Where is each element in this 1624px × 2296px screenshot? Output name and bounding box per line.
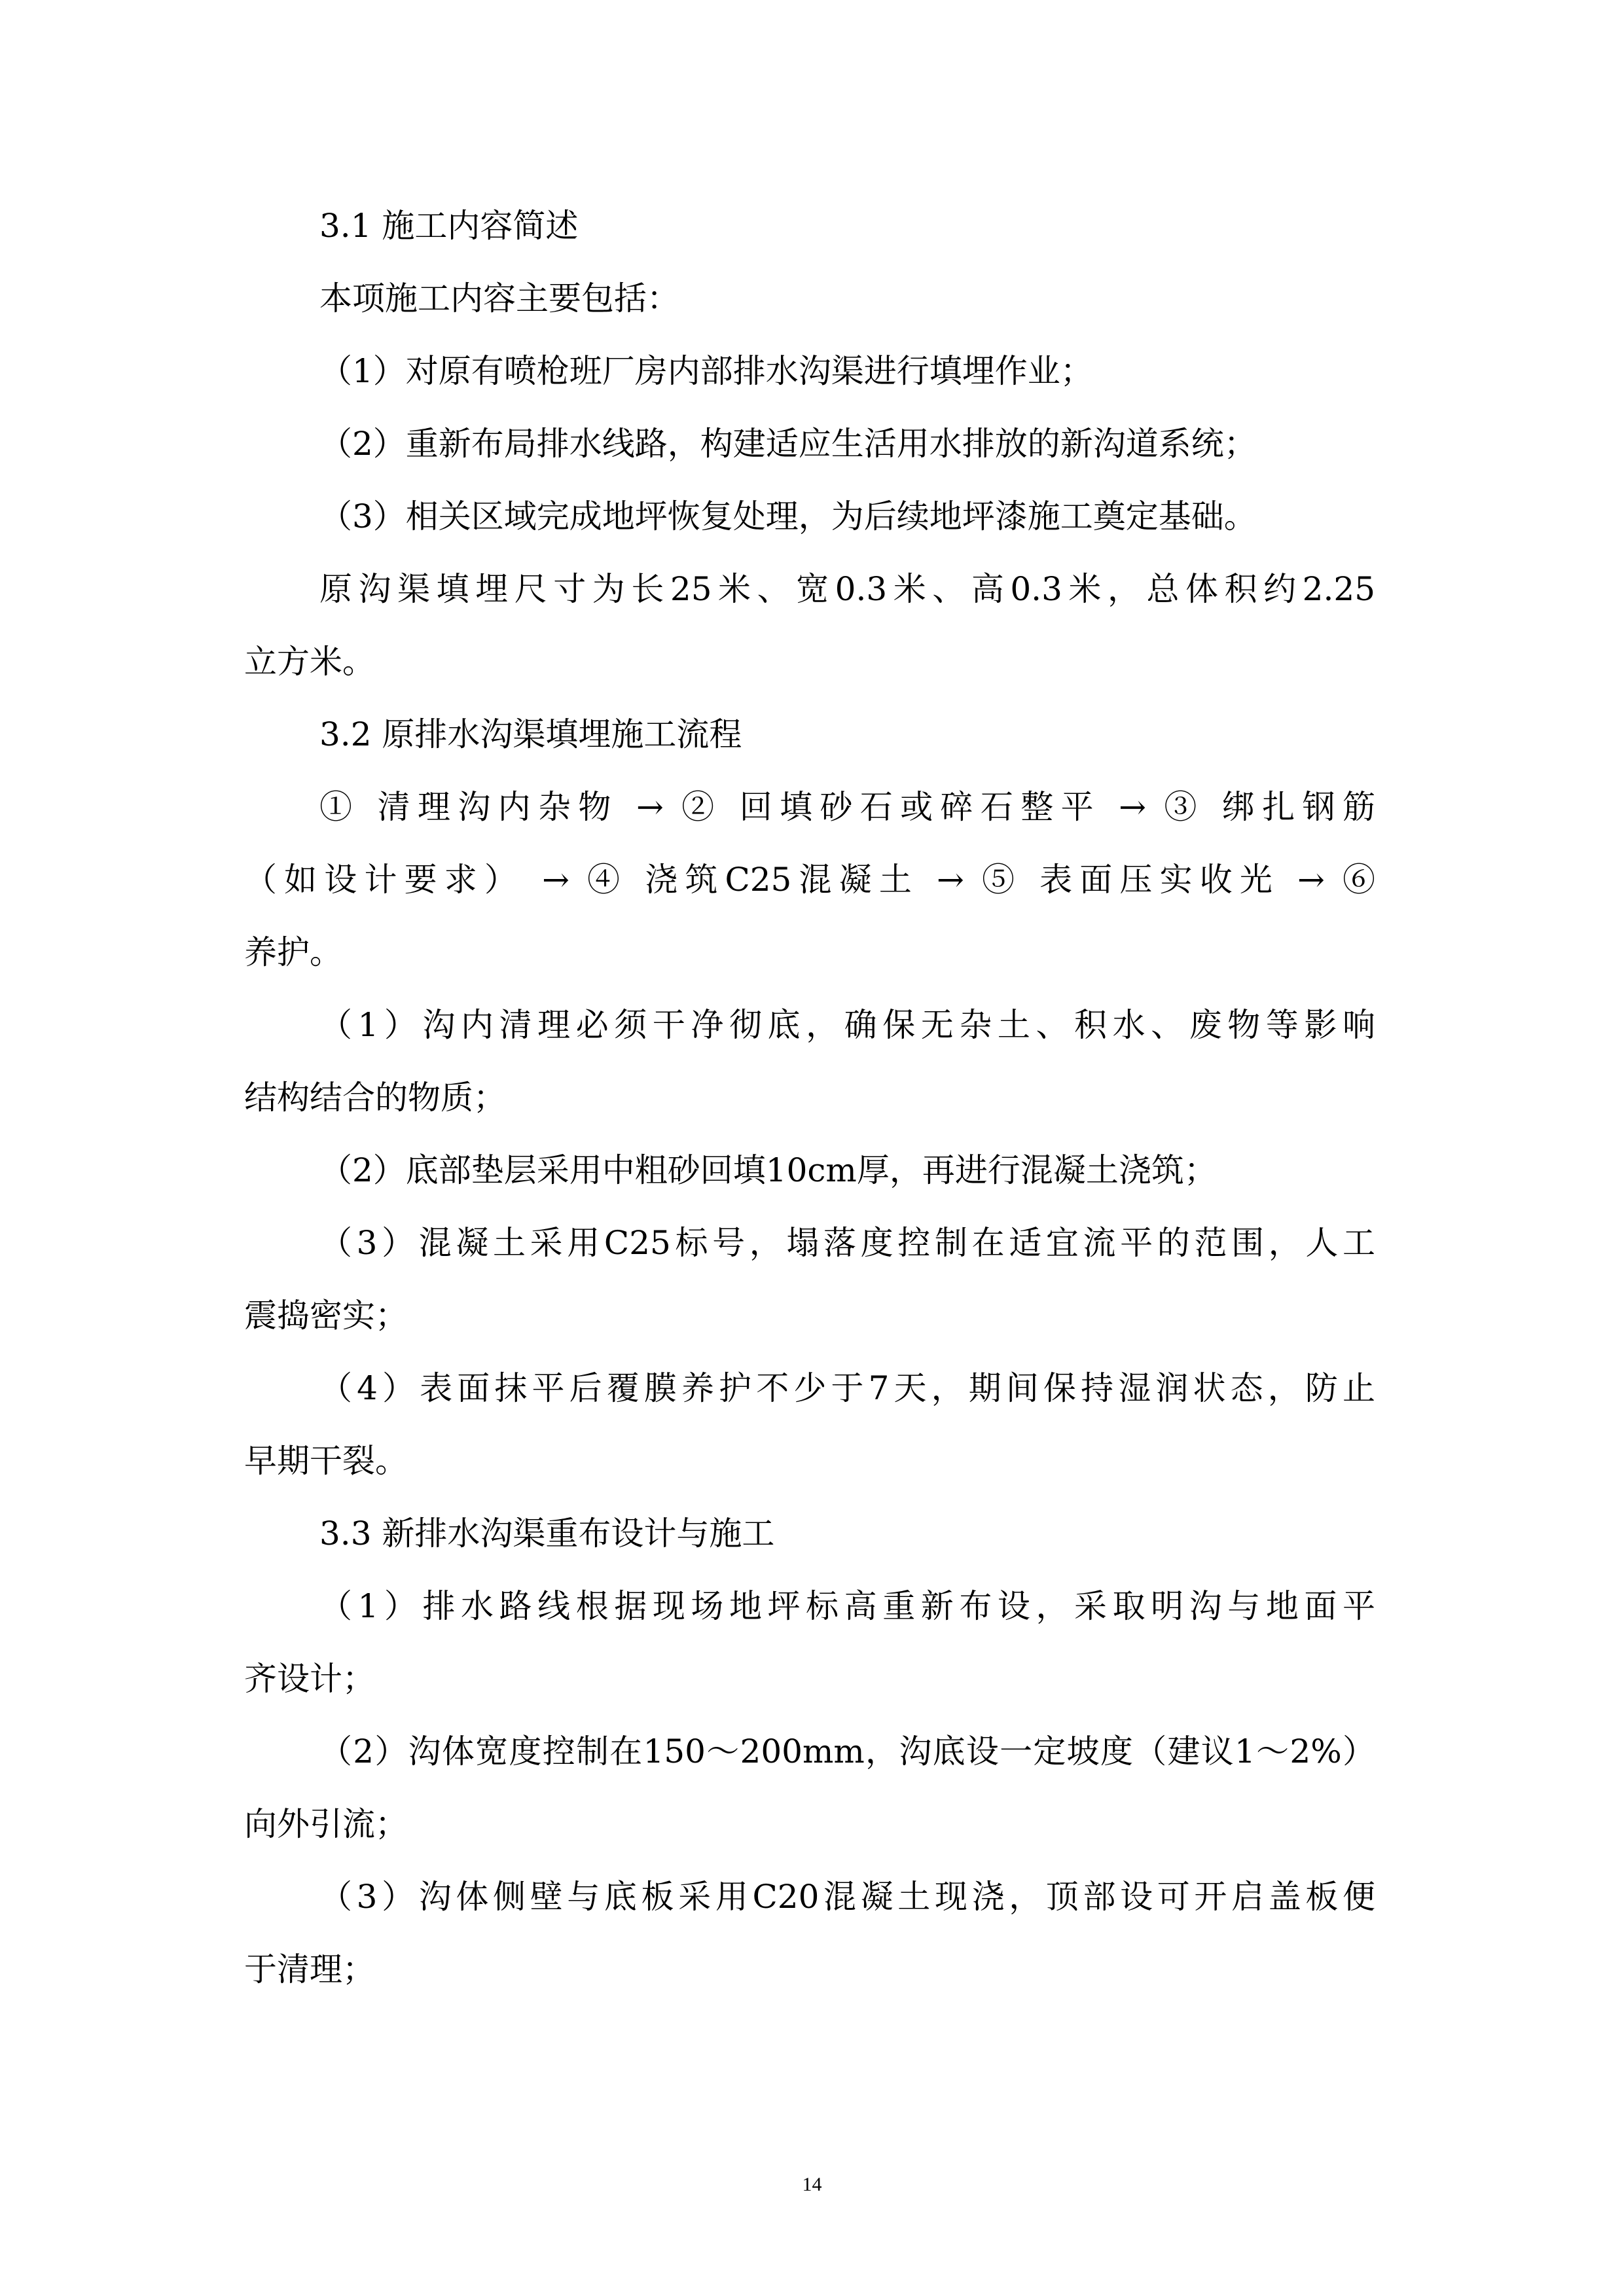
section-3-2-item-4-line-1: （4）表面抹平后覆膜养护不少于7天，期间保持湿润状态，防止 [319,1369,1375,1407]
page-number: 14 [802,2174,822,2195]
section-3-1-heading: 3.1 施工内容简述 [319,207,579,245]
section-3-2-flow-line-3: 养护。 [244,933,342,971]
page-body [244,190,1375,2006]
section-3-3-item-2-line-2: 向外引流； [244,1805,408,1843]
section-3-2-item-1-line-1: （1）沟内清理必须干净彻底，确保无杂土、积水、废物等影响 [319,1006,1375,1044]
section-3-3-item-1-line-1: （1）排水路线根据现场地坪标高重新布设，采取明沟与地面平 [319,1587,1375,1625]
section-3-1-size-line-2: 立方米。 [244,643,375,681]
section-3-2-item-3-line-1: （3）混凝土采用C25标号，塌落度控制在适宜流平的范围，人工 [319,1224,1375,1262]
section-3-3-item-3-line-1: （3）沟体侧壁与底板采用C20混凝土现浇，顶部设可开启盖板便 [319,1878,1375,1916]
section-3-1-size-line-1: 原沟渠填埋尺寸为长25米、宽0.3米、高0.3米，总体积约2.25 [319,570,1375,608]
section-3-1-item-1: （1）对原有喷枪班厂房内部排水沟渠进行填埋作业； [319,352,1093,390]
section-3-1-intro: 本项施工内容主要包括： [319,279,679,317]
section-3-2-flow-line-1: ① 清理沟内杂物 → ② 回填砂石或碎石整平 → ③ 绑扎钢筋 [319,788,1375,826]
section-3-2-heading: 3.2 原排水沟渠填埋施工流程 [319,715,742,753]
section-3-1-item-2: （2）重新布局排水线路，构建适应生活用水排放的新沟道系统； [319,425,1257,463]
section-3-1-item-3: （3）相关区域完成地坪恢复处理，为后续地坪漆施工奠定基础。 [319,497,1257,535]
section-3-3-item-1-line-2: 齐设计； [244,1660,375,1698]
section-3-3-item-2-line-1: （2）沟体宽度控制在150～200mm，沟底设一定坡度（建议1～2%） [319,1732,1375,1770]
section-3-3-heading: 3.3 新排水沟渠重布设计与施工 [319,1515,775,1552]
section-3-2-item-1-line-2: 结构结合的物质； [244,1079,506,1117]
section-3-2-flow-line-2: （如设计要求） → ④ 浇筑C25混凝土 → ⑤ 表面压实收光 → ⑥ [244,861,1375,899]
section-3-2-item-4-line-2: 早期干裂。 [244,1442,408,1480]
section-3-3-item-3-line-2: 于清理； [244,1950,375,1988]
section-3-2-item-3-line-2: 震捣密实； [244,1297,408,1335]
section-3-2-item-2: （2）底部垫层采用中粗砂回填10cm厚，再进行混凝土浇筑； [319,1151,1217,1189]
